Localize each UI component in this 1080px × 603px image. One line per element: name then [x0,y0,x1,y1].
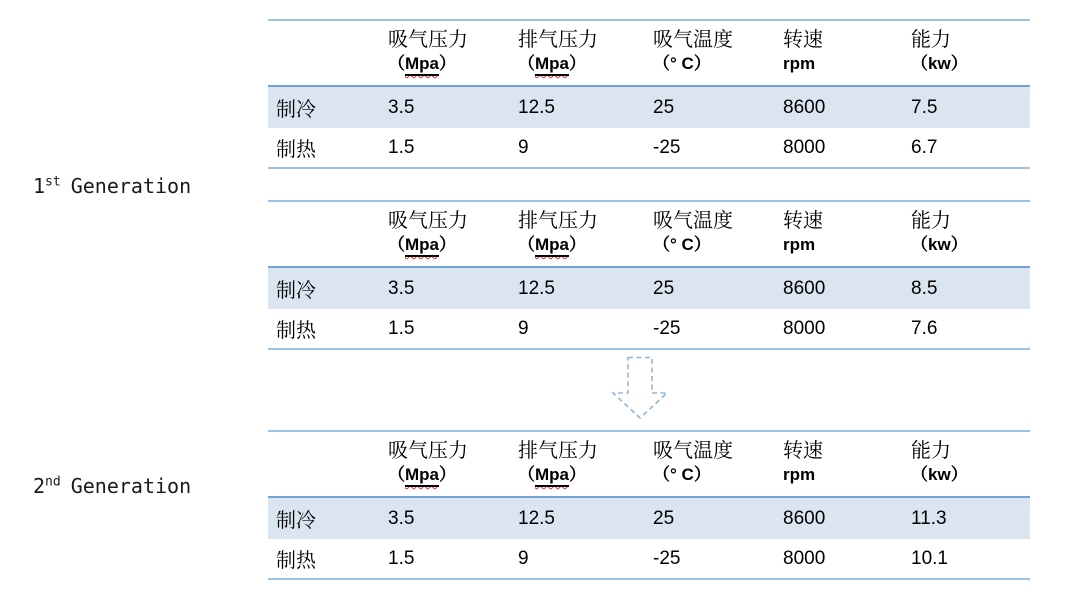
table-row-cooling [268,86,1030,128]
column-header-capacity: 能力 （kw） [903,431,1030,497]
value-cell: 11.3 [911,507,947,529]
table-row-heating [268,309,1030,349]
corner-cell [268,201,380,267]
row-label-cell: 制热 [276,318,316,342]
value-cell: 9 [518,317,529,339]
table-row-cooling [268,267,1030,309]
column-header-suction-pressure: 吸气压力 （Mpa） [380,431,510,497]
value-cell: 8000 [783,547,826,569]
value-cell: 3.5 [388,96,415,118]
value-cell: 12.5 [518,96,555,118]
generation-ordinal-suffix: st [45,174,61,190]
table-row-cooling [268,497,1030,539]
header-row [268,201,1030,267]
value-cell: -25 [653,547,681,569]
generation-number: 2 [33,474,46,498]
value-cell: 7.6 [911,317,938,339]
row-label-cell: 制冷 [276,508,316,532]
row-label-cell: 制热 [276,137,316,161]
column-header-suction-temperature: 吸气温度 （° C） [645,20,775,86]
row-label-cell: 制热 [276,548,316,572]
misspelled-unit: Mpa [405,54,439,73]
value-cell: 8000 [783,317,826,339]
row-label-cell: 制冷 [276,278,316,302]
generation-ordinal-suffix: nd [45,474,61,490]
misspelled-unit: Mpa [405,465,439,484]
column-header-discharge-pressure: 排气压力 （Mpa） [510,20,645,86]
misspelled-unit: Mpa [405,235,439,254]
value-cell: -25 [653,136,681,158]
value-cell: 6.7 [911,136,938,158]
column-header-discharge-pressure: 排气压力 （Mpa） [510,431,645,497]
generation-word: Generation [70,174,192,198]
row-label-cell: 制冷 [276,97,316,121]
column-header-suction-pressure: 吸气压力 （Mpa） [380,20,510,86]
value-cell: 1.5 [388,317,415,339]
value-cell: 8600 [783,96,826,118]
generation-number: 1 [33,174,46,198]
corner-cell [268,20,380,86]
generation-label-1st [33,174,191,198]
corner-cell [268,431,380,497]
value-cell: 25 [653,277,675,299]
value-cell: 25 [653,96,675,118]
value-cell: 8600 [783,507,826,529]
value-cell: 25 [653,507,675,529]
value-cell: 12.5 [518,507,555,529]
table-row-heating [268,128,1030,168]
value-cell: 10.1 [911,547,948,569]
generation-label-2nd [33,474,191,498]
value-cell: 9 [518,547,529,569]
value-cell: 1.5 [388,136,415,158]
spec-table-gen1-a [268,19,1030,169]
spec-table-gen1-b [268,200,1030,350]
value-cell: -25 [653,317,681,339]
misspelled-unit: Mpa [535,235,569,254]
value-cell: 8000 [783,136,826,158]
misspelled-unit: Mpa [535,465,569,484]
value-cell: 1.5 [388,547,415,569]
column-header-suction-temperature: 吸气温度 （° C） [645,201,775,267]
spec-table-gen2 [268,430,1030,580]
misspelled-unit: Mpa [535,54,569,73]
value-cell: 3.5 [388,277,415,299]
value-cell: 9 [518,136,529,158]
header-row [268,20,1030,86]
column-header-capacity: 能力 （kw） [903,201,1030,267]
down-arrow-icon [611,356,669,420]
column-header-speed: 转速 rpm [775,201,903,267]
column-header-suction-temperature: 吸气温度 （° C） [645,431,775,497]
table-row-heating [268,539,1030,579]
column-header-discharge-pressure: 排气压力 （Mpa） [510,201,645,267]
generation-word: Generation [70,474,192,498]
column-header-capacity: 能力 （kw） [903,20,1030,86]
column-header-speed: 转速 rpm [775,431,903,497]
value-cell: 12.5 [518,277,555,299]
value-cell: 3.5 [388,507,415,529]
value-cell: 7.5 [911,96,938,118]
header-row [268,431,1030,497]
value-cell: 8600 [783,277,826,299]
column-header-suction-pressure: 吸气压力 （Mpa） [380,201,510,267]
column-header-speed: 转速 rpm [775,20,903,86]
value-cell: 8.5 [911,277,938,299]
